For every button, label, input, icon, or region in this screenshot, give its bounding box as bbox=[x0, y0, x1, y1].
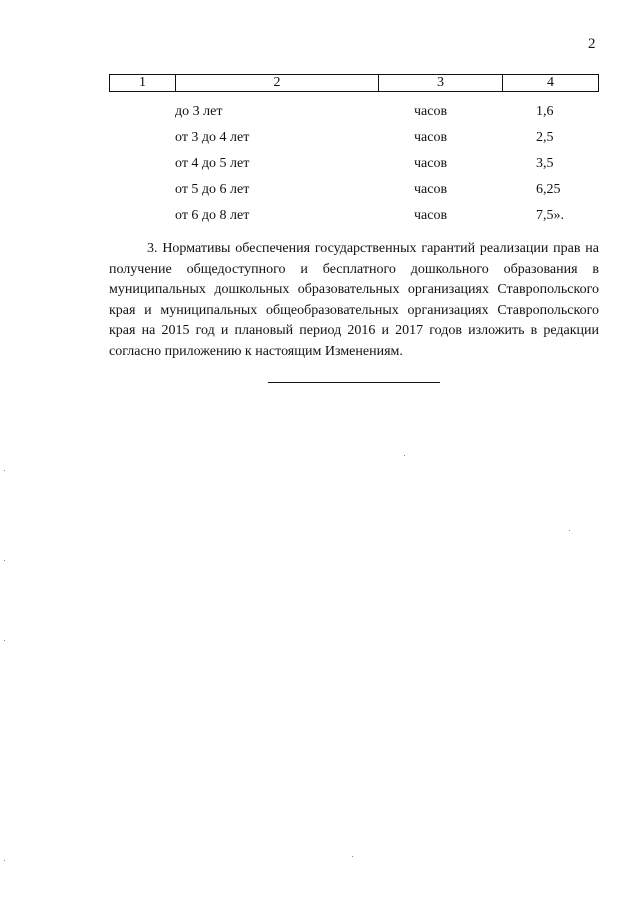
table-header-cell: 3 bbox=[379, 75, 503, 91]
table-header-cell: 4 bbox=[547, 75, 554, 90]
age-range: до 3 лет bbox=[175, 104, 223, 119]
unit: часов bbox=[414, 182, 448, 197]
unit: часов bbox=[414, 208, 448, 223]
value: 3,5 bbox=[536, 156, 554, 171]
amendment-paragraph: 3. Нормативы обеспечения государственных гарантий реализации прав на получение общедоступного и бесплатного дошкольного образования в муниципальных дошкольных образовательных организациях Ставропольского края и муниципальных общеобразовательных организациях Ставропольского края на 2015 год и плановый период 2016 и 2017 годов изложить в редакции согласно приложению к настоящим Изменениям. bbox=[109, 241, 599, 359]
table-body bbox=[0, 102, 640, 232]
unit: часов bbox=[414, 130, 448, 145]
page-number: 2 bbox=[588, 36, 596, 52]
end-divider bbox=[268, 382, 440, 383]
table-row bbox=[0, 180, 640, 206]
scan-speck bbox=[4, 470, 5, 471]
table-row bbox=[0, 128, 640, 154]
table-header-cell: 2 bbox=[176, 75, 379, 91]
value: 2,5 bbox=[536, 130, 554, 145]
scan-speck bbox=[404, 455, 405, 456]
table-header-cell: 1 bbox=[110, 75, 176, 91]
scan-speck bbox=[352, 856, 353, 857]
value: 7,5». bbox=[536, 208, 564, 223]
table-header bbox=[109, 74, 599, 92]
table-row bbox=[0, 154, 640, 180]
age-range: от 4 до 5 лет bbox=[175, 156, 250, 171]
value: 6,25 bbox=[536, 182, 561, 197]
table-row bbox=[0, 206, 640, 232]
age-range: от 5 до 6 лет bbox=[175, 182, 250, 197]
unit: часов bbox=[414, 104, 448, 119]
scan-speck bbox=[4, 560, 5, 561]
table-row bbox=[0, 102, 640, 128]
unit: часов bbox=[414, 156, 448, 171]
scan-speck bbox=[569, 530, 570, 531]
scan-speck bbox=[4, 640, 5, 641]
scan-speck bbox=[4, 860, 5, 861]
age-range: от 3 до 4 лет bbox=[175, 130, 250, 145]
age-range: от 6 до 8 лет bbox=[175, 208, 250, 223]
value: 1,6 bbox=[536, 104, 554, 119]
